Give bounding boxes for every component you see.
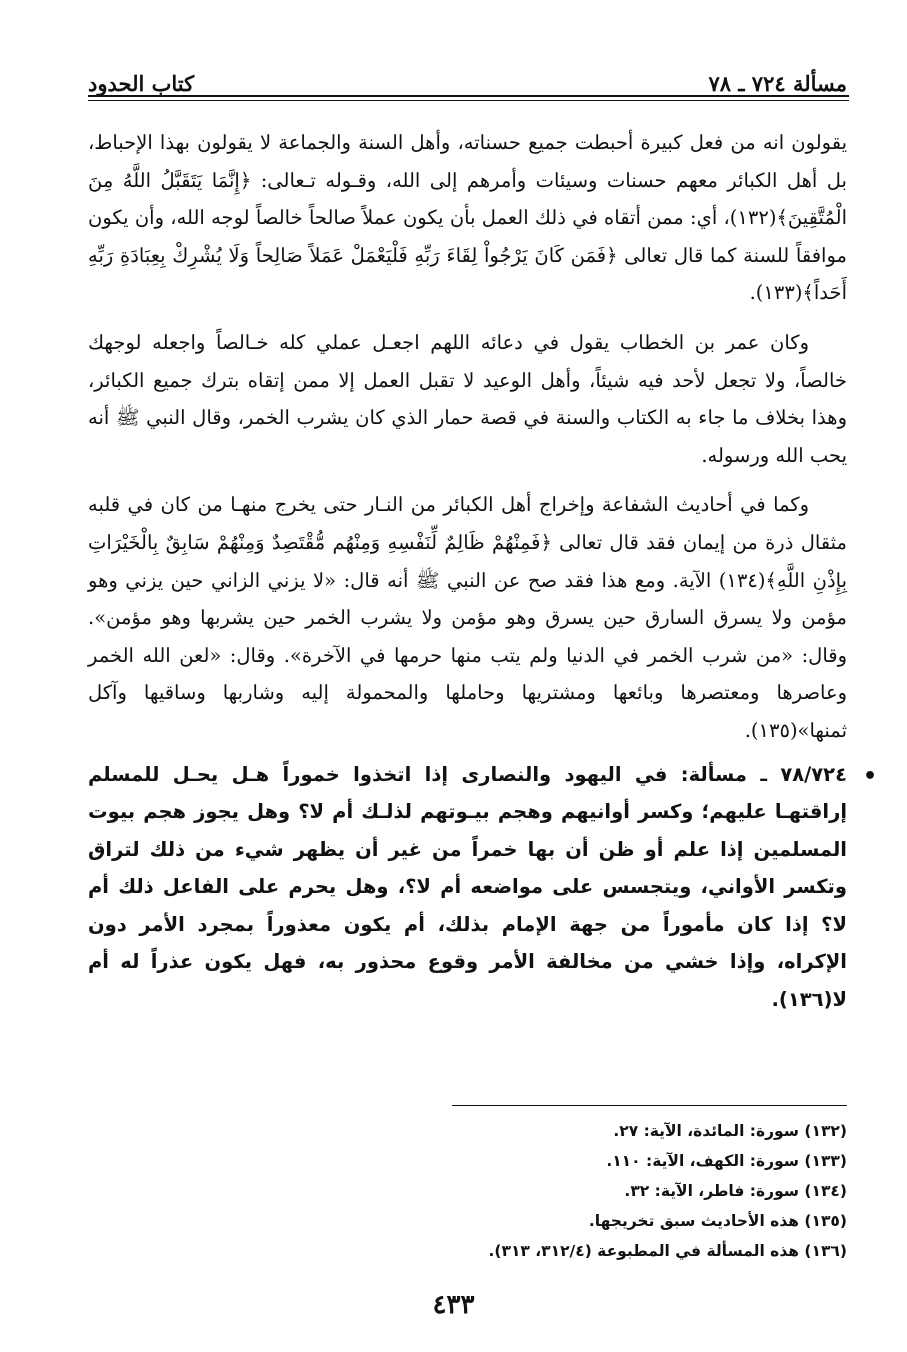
bullet-dot: • [862,763,877,789]
paragraph: وكان عمر بن الخطاب يقول في دعائه اللهم اجعـل عملي كله خـالصاً واجعله لوجهك خالصاً، ولا تجعل لأحد فيه شيئاً، وأهل الوعيد لا تقبل العمل إلا ممن إتقاه بترك جميع الكبائر، وهذا بخلاف ما جاء به الكتاب والسنة في قصة حمار الذي كان يشرب الخمر، وقال النبي ﷺ أنه يحب الله ورسوله. [88,330,847,467]
footnote-separator [452,1105,847,1106]
question-block [88,756,877,1019]
footnote: (١٣٤) سورة: فاطر، الآية: ٣٢. [624,1182,847,1200]
footnote: (١٣٦) هذه المسألة في المطبوعة (٣١٢/٤، ٣١٣). [488,1242,847,1260]
main-text [88,124,877,1019]
section-label: مسألة ٧٢٤ ـ ٧٨ [708,71,847,96]
running-header [88,56,847,96]
header-rule [88,95,849,97]
question-text: في اليهود والنصارى إذا اتخذوا خموراً هـل يحـل للمسلم إراقتهـا عليهم؛ وكسر أوانيهم وهجم بيـوتهم لذلـك أم لا؟ وهل يجوز هجم بيوت المسلمين إذا علم أو ظن أن بها خمراً من غير أن يظهر شيء من ذلك لتراق وتكسر الأواني، ويتجسس على مواضعه أم لا؟، وهل يحرم على الفاعل ذلك أم لا؟ إذا كان مأموراً من جهة الإمام بذلك، أم يكون معذوراً بمجرد الأمر دون الإكراه، وإذا خشي من مخالفة الأمر وقوع محذور به، فهل يكون عذراً له أم لا(١٣٦). [88,762,847,1012]
footnote: (١٣٣) سورة: الكهف، الآية: ١١٠. [606,1152,847,1170]
paragraph: يقولون انه من فعل كبيرة أحبطت جميع حسناته، وأهل السنة والجماعة لا يقولون بهذا الإحباط، بل أهل الكبائر معهم حسنات وسيئات وأمرهم إلى الله، وقـوله تـعالى: ﴿إِنَّمَا يَتَقَبَّلُ اللَّهُ مِنَ الْمُتَّقِينَ﴾(١٣٢)، أي: ممن أتقاه في ذلك العمل بأن يكون عملاً صالحاً خالصاً لوجه الله، وأن يكون موافقاً للسنة كما قال تعالى ﴿فَمَن كَانَ يَرْجُواْ لِقَاءَ رَبِّهِ فَلْيَعْمَلْ عَمَلاً صَالِحاً وَلَا يُشْرِكْ بِعِبَادَةِ رَبِّهِ أَحَداً﴾(١٣٣). [88,131,847,305]
book-title: كتاب الحدود [88,71,195,96]
question-label: ٧٨/٧٢٤ ـ مسألة: [680,762,847,786]
footnotes [300,1116,847,1266]
footnote: (١٣٢) سورة: المائدة، الآية: ٢٧. [613,1122,847,1140]
footnote: (١٣٥) هذه الأحاديث سبق تخريجها. [588,1212,847,1230]
page-number: ٤٣٣ [432,1290,475,1320]
paragraph: وكما في أحاديث الشفاعة وإخراج أهل الكبائر من النـار حتى يخرج منهـا من كان في قلبه مثقال ذرة من إيمان فقد قال تعالى ﴿فَمِنْهُمْ ظَالِمٌ لِّنَفْسِهِ وَمِنْهُم مُّقْتَصِدٌ وَمِنْهُمْ سَابِقٌ بِالْخَيْرَاتِ بِإِذْنِ اللَّهِ﴾(١٣٤) الآية. ومع هذا فقد صح عن النبي ﷺ أنه قال: «لا يزني الزاني حين يزني وهو مؤمن ولا يسرق السارق حين يسرق وهو مؤمن ولا يشرب الخمر حين يشربها وهو مؤمن». وقال: «من شرب الخمر في الدنيا ولم يتب منها حرمها في الآخرة». وقال: «لعن الله الخمر وعاصرها ومعتصرها وبائعها ومشتريها وحاملها والمحمولة إليه وشاربها وساقيها وآكل ثمنها»(١٣٥). [88,493,848,742]
header-rule-thin [88,100,849,101]
